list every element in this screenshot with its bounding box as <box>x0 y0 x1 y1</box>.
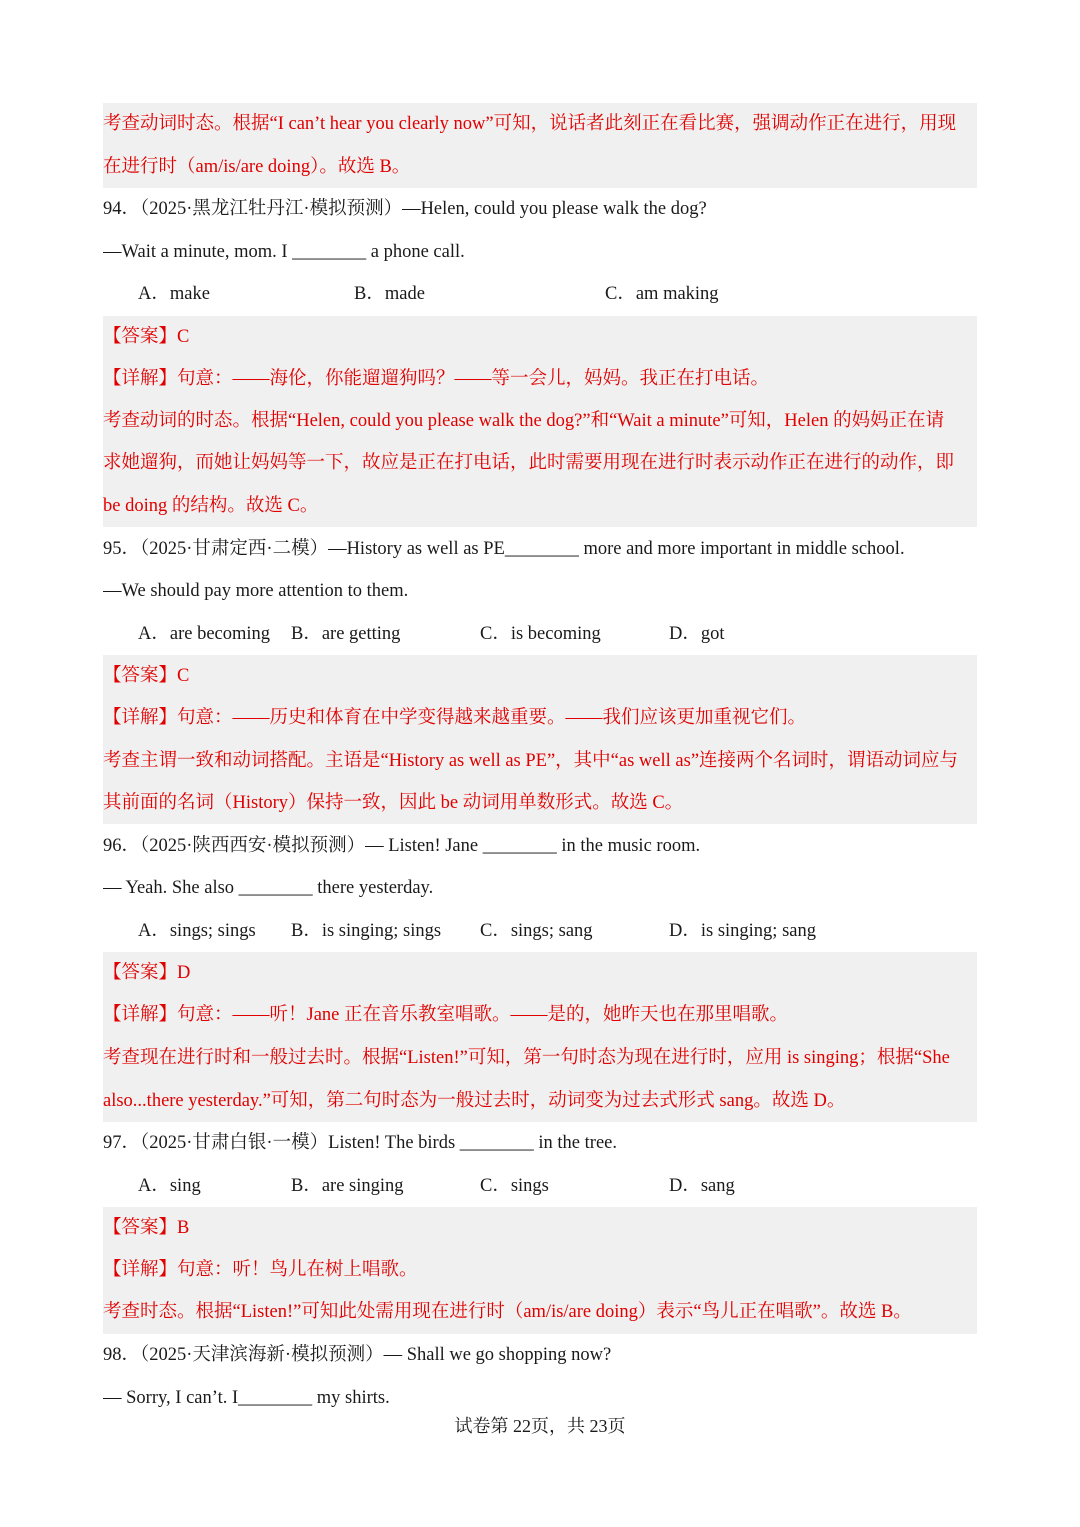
analysis-text: 其前面的名词（History）保持一致，因此 be 动词用单数形式。故选 C。 <box>103 793 684 813</box>
option-c: C．is becoming <box>480 624 601 644</box>
analysis-text: 考查时态。根据“Listen!”可知此处需用现在进行时（am/is/are doing）表示“鸟儿正在唱歌”。故选 B。 <box>103 1302 912 1322</box>
question-stem: 94．（2025·黑龙江牡丹江·模拟预测）—Helen, could you please walk the dog? <box>103 199 707 219</box>
question-stem: 96．（2025·陕西西安·模拟预测）— Listen! Jane ________ in the music room. <box>103 836 701 856</box>
option-b: B．are getting <box>291 624 401 644</box>
option-a: A．make <box>138 284 210 304</box>
translation-text: 【详解】句意：——历史和体育在中学变得越来越重要。——我们应该更加重视它们。 <box>103 708 807 728</box>
option-d: D．got <box>669 624 725 644</box>
analysis-text: 考查主谓一致和动词搭配。主语是“History as well as PE”，其中“as well as”连接两个名词时，谓语动词应与 <box>103 751 959 771</box>
analysis-text: 考查动词的时态。根据“Helen, could you please walk the dog?”和“Wait a minute”可知，Helen 的妈妈正在请 <box>103 411 945 431</box>
option-c: C．sings; sang <box>480 921 593 941</box>
analysis-text: 求她遛狗，而她让妈妈等一下，故应是正在打电话，此时需要用现在进行时表示动作正在进行的动作，即 <box>103 453 955 473</box>
answer-label: 【答案】C <box>103 327 190 347</box>
question-dialogue: — Yeah. She also ________ there yesterday. <box>103 878 434 898</box>
option-b: B．are singing <box>291 1176 404 1196</box>
translation-text: 【详解】句意：——听！Jane 正在音乐教室唱歌。——是的，她昨天也在那里唱歌。 <box>103 1005 788 1025</box>
option-b: B．is singing; sings <box>291 921 442 941</box>
question-stem: 97．（2025·甘肃白银·一模）Listen! The birds ________ in the tree. <box>103 1133 617 1153</box>
question-dialogue: —Wait a minute, mom. I ________ a phone call. <box>103 242 465 262</box>
question-dialogue: —We should pay more attention to them. <box>103 581 409 601</box>
analysis-text: be doing 的结构。故选 C。 <box>103 496 319 516</box>
option-a: A．sing <box>138 1176 201 1196</box>
question-dialogue: — Sorry, I can’t. I________ my shirts. <box>103 1388 390 1408</box>
translation-text: 【详解】句意：听！鸟儿在树上唱歌。 <box>103 1260 418 1280</box>
option-c: C．sings <box>480 1176 549 1196</box>
analysis-text: 考查现在进行时和一般过去时。根据“Listen!”可知，第一句时态为现在进行时，应用 is singing；根据“She <box>103 1048 950 1068</box>
analysis-text: also...there yesterday.”可知，第二句时态为一般过去时，动词变为过去式形式 sang。故选 D。 <box>103 1091 846 1111</box>
answer-label: 【答案】C <box>103 666 190 686</box>
question-stem: 98．（2025·天津滨海新·模拟预测）— Shall we go shopping now? <box>103 1345 612 1365</box>
option-a: A．sings; sings <box>138 921 256 941</box>
option-a: A．are becoming <box>138 624 271 644</box>
answer-label: 【答案】B <box>103 1218 190 1238</box>
option-d: D．is singing; sang <box>669 921 816 941</box>
answer-label: 【答案】D <box>103 963 191 983</box>
option-b: B．made <box>354 284 425 304</box>
translation-text: 【详解】句意：——海伦，你能遛遛狗吗？——等一会儿，妈妈。我正在打电话。 <box>103 369 770 389</box>
page-footer: 试卷第 22页，共 23页 <box>454 1416 626 1436</box>
analysis-text: 在进行时（am/is/are doing）。故选 B。 <box>103 157 411 177</box>
question-stem: 95．（2025·甘肃定西·二模）—History as well as PE________ more and more important in middle school. <box>103 539 905 559</box>
option-c: C．am making <box>605 284 719 304</box>
analysis-text: 考查动词时态。根据“I can’t hear you clearly now”可知，说话者此刻正在看比赛，强调动作正在进行，用现 <box>103 114 957 134</box>
option-d: D．sang <box>669 1176 735 1196</box>
